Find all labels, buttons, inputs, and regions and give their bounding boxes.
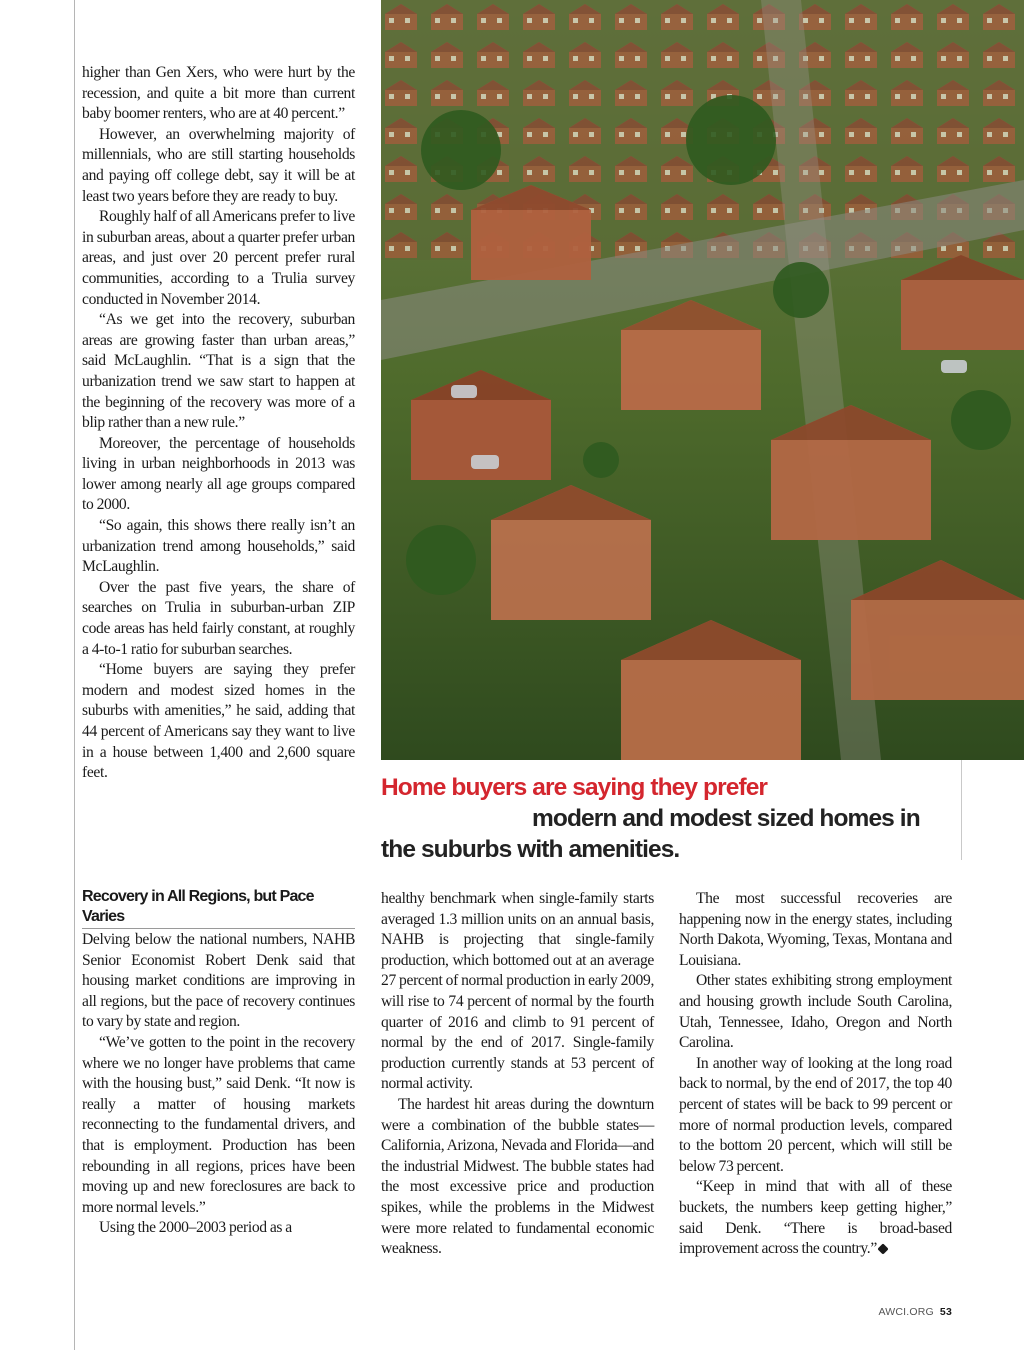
- middle-column-text: [381, 889, 654, 1260]
- paragraph: In another way of looking at the long road back to normal, by the end of 2017, the top 40 percent of states will be back to 99 percent or more of normal production levels, compared to the bottom 20 percent, which will still be below 73 percent.: [679, 1054, 952, 1175]
- paragraph: “Home buyers are saying they prefer modern and modest sized homes in the suburbs with amenities,” he said, adding that 44 percent of Americans say they want to live in a house between 1,400 and 2,600 square feet.: [82, 661, 355, 782]
- pull-quote-rule: [961, 760, 962, 860]
- footer-site: AWCI.ORG: [878, 1306, 934, 1318]
- end-of-story-icon: [877, 1243, 888, 1254]
- paragraph: Other states exhibiting strong employment and housing growth include South Carolina, Utah, Tennessee, Idaho, Oregon and North Carolina.: [679, 972, 952, 1052]
- paragraph: Moreover, the percentage of households living in urban neighborhoods in 2013 was lower among nearly all age groups compared to 2000.: [82, 434, 355, 514]
- paragraph: “So again, this shows there really isn’t an urbanization trend among households,” said McLaughlin.: [82, 517, 355, 576]
- page-number: 53: [939, 1306, 952, 1318]
- page-footer: [878, 1306, 952, 1318]
- paragraph: Roughly half of all Americans prefer to live in suburban areas, about a quarter prefer urban areas, and just over 20 percent prefer rural communities, according to a Trulia survey conducted in November 2014.: [82, 208, 355, 308]
- pull-quote-line-1: Home buyers are saying they prefer: [381, 774, 768, 801]
- paragraph: Delving below the national numbers, NAHB Senior Economist Robert Denk said that housing market conditions are improving in all regions, but the pace of recovery continues to vary by state and region.: [82, 931, 355, 1031]
- left-column-top-text: [82, 63, 355, 784]
- paragraph: The most successful recoveries are happening now in the energy states, including North Dakota, Wyoming, Texas, Montana and Louisiana.: [679, 890, 952, 969]
- left-column-bottom-text: [82, 930, 355, 1239]
- paragraph: “As we get into the recovery, suburban areas are growing faster than urban areas,” said McLaughlin. “That is a sign that the urbanization trend we saw start to happen at the beginning of the recovery was more of a blip rather than a new rule.”: [82, 311, 355, 432]
- pull-quote-line-3: the suburbs with amenities.: [381, 836, 680, 863]
- paragraph: higher than Gen Xers, who were hurt by the recession, and quite a bit more than current baby boomer renters, who are at 40 percent.”: [82, 64, 355, 123]
- paragraph: Over the past five years, the share of searches on Trulia in suburban-urban ZIP code areas has held fairly constant, at roughly a 4-to-1 ratio for suburban searches.: [82, 578, 355, 658]
- aerial-suburb-photo: [381, 0, 1024, 760]
- final-paragraph-text: “Keep in mind that with all of these buckets, the numbers keep getting higher,” said Denk. “There is broad-based improvement across the country.”: [679, 1178, 952, 1258]
- paragraph: healthy benchmark when single-family starts averaged 1.3 million units on an annual basis, NAHB is projecting that single-family production, which bottomed out at an average 27 percent of normal production in early 2009, will rise to 74 percent of normal by the fourth quarter of 2016 and climb to 91 percent of normal by the end of 2017. Single-family production currently stands at 53 percent of normal activity.: [381, 890, 654, 1093]
- paragraph: [679, 1177, 952, 1259]
- right-column-text: [679, 889, 952, 1260]
- pull-quote-line-2: modern and modest sized homes in: [532, 805, 920, 832]
- paragraph: The hardest hit areas during the downturn were a combination of the bubble states—California, Arizona, Nevada and Florida—and the industrial Midwest. The bubble states had the most excessive price and production spikes, while the problems in the Midwest were more related to fundamental economic weakness.: [381, 1095, 654, 1258]
- left-gutter-rule: [74, 0, 75, 1350]
- paragraph: “We’ve gotten to the point in the recovery where we no longer have problems that came with the housing bust,” said Denk. “It now is really a matter of housing markets reconnecting to the fundamental drivers, and that is employment. Production has been rebounding in all regions, prices have been moving up and new foreclosures are back to more normal levels.”: [82, 1033, 355, 1216]
- paragraph: However, an overwhelming majority of millennials, who are still starting households and paying off college debt, say it will be at least two years before they are ready to buy.: [82, 125, 355, 205]
- section-subhead: Recovery in All Regions, but Pace Varies: [82, 887, 355, 929]
- pull-quote: [381, 772, 956, 865]
- paragraph: Using the 2000–2003 period as a: [99, 1219, 292, 1237]
